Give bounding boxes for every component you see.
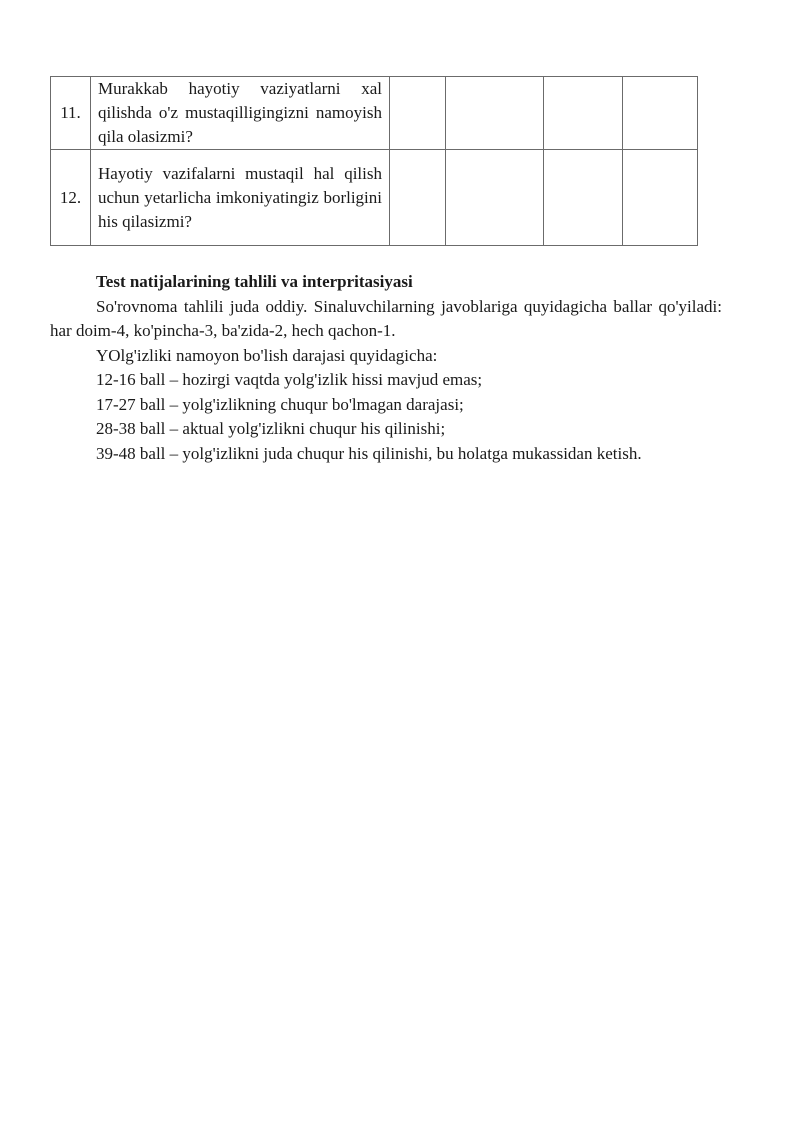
- question-text: Hayotiy vazifalarni mustaqil hal qilish uchun yetarlicha imkoniyatingiz borligini his qilasizmi?: [91, 150, 390, 246]
- results-section: [50, 270, 722, 466]
- levels-intro: YOlg'izliki namoyon bo'lish darajasi quyidagicha:: [96, 345, 438, 365]
- level-item: 17-27 ball – yolg'izlikning chuqur bo'lmagan darajasi;: [96, 394, 464, 414]
- answer-cell: [623, 150, 698, 246]
- scoring-paragraph: So'rovnoma tahlili juda oddiy. Sinaluvchilarning javoblariga quyidagicha ballar qo'yiladi: har doim-4, ko'pincha-3, ba'zida-2, hech qachon-1.: [50, 296, 722, 340]
- level-item: 28-38 ball – aktual yolg'izlikni chuqur his qilinishi;: [96, 419, 446, 438]
- answer-cell: [446, 150, 544, 246]
- survey-table: [50, 76, 698, 246]
- table-row: [51, 150, 698, 246]
- row-number: 11.: [51, 77, 91, 150]
- answer-cell: [623, 77, 698, 150]
- row-number: 12.: [51, 150, 91, 246]
- answer-cell: [390, 77, 446, 150]
- answer-cell: [544, 77, 623, 150]
- section-heading: Test natijalarining tahlili va interpritasiyasi: [96, 272, 413, 291]
- answer-cell: [544, 150, 623, 246]
- level-item: 39-48 ball – yolg'izlikni juda chuqur his qilinishi, bu holatga mukassidan ketish.: [96, 443, 642, 463]
- level-item: 12-16 ball – hozirgi vaqtda yolg'izlik hissi mavjud emas;: [96, 370, 483, 389]
- answer-cell: [446, 77, 544, 150]
- answer-cell: [390, 150, 446, 246]
- table-row: [51, 77, 698, 150]
- question-text: Murakkab hayotiy vaziyatlarni xal qilishda o'z mustaqilligingizni namoyish qila olasizmi?: [91, 77, 390, 150]
